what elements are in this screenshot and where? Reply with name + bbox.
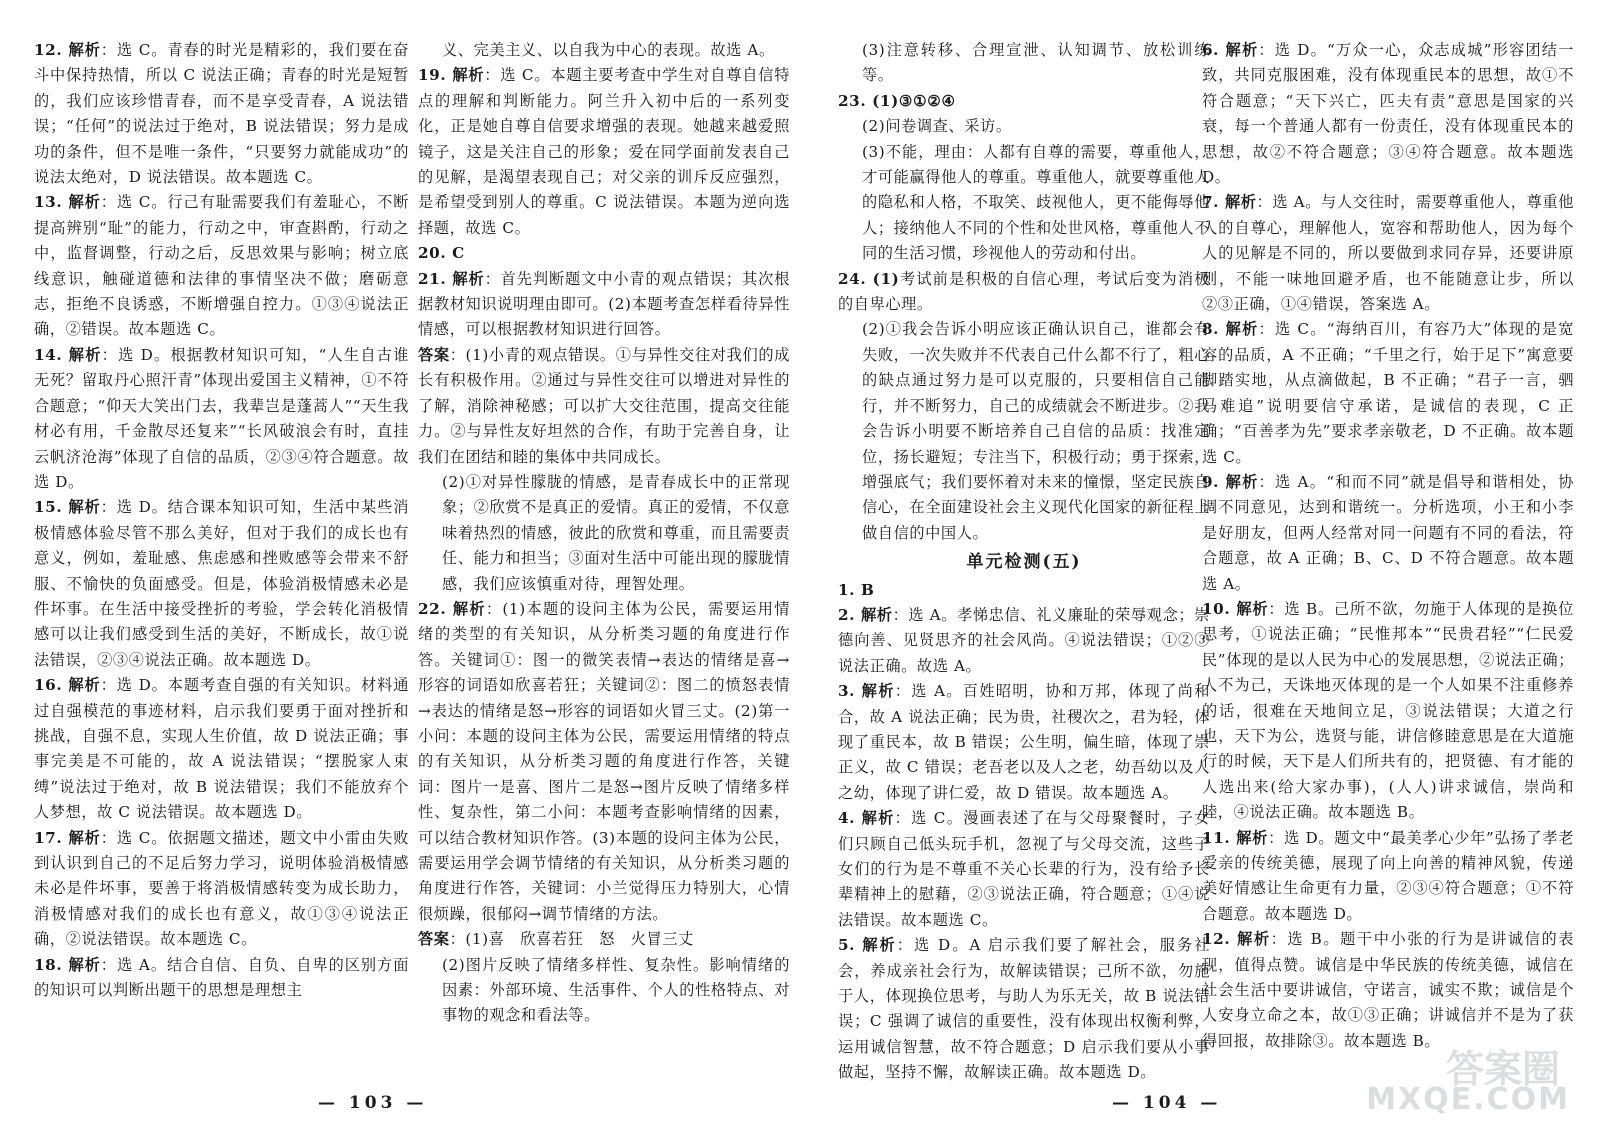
- answer-item: [34, 190, 409, 342]
- answer-item: [418, 953, 790, 1029]
- answer-text: ：选 A。与人交往时，需要尊重他人，尊重他人的自尊心，理解他人，宽容和帮助他人，因为每个人的见解是不同的，所以要做到求同存异，还要讲原则，不能一味地回避矛盾，也不能随意让步，所以②③正确，①④错误，答案选 A。: [1202, 193, 1574, 314]
- answer-text: ：选 C。漫画表述了在与父母聚餐时，子女们只顾自己低头玩手机，忽视了与父母交流，这些子女们的行为是不尊重不关心长辈的行为，没有给予长辈精神上的慰藉，②③说法正确，符合题意；①④说法错误。故本题选 C。: [838, 809, 1210, 929]
- answer-item: [1202, 927, 1574, 1054]
- answer-label: 12. 解析: [1202, 930, 1271, 949]
- answer-text: ：选 C。行己有耻需要我们有羞耻心，不断提高辨别“耻”的能力，行动之中，审查斟酌，行动之中，监督调整，行动之后，反思效果与影响；树立底线意识，触碰道德和法律的事情坚决不做；磨砺意志，拒绝不良诱惑，不断增强自控力。①③④说法正确，②错误。故本题选 C。: [34, 193, 410, 339]
- answer-label: 19. 解析: [418, 66, 485, 85]
- answer-item: [838, 679, 1210, 806]
- answer-item: [1202, 38, 1574, 190]
- answer-label: 答案: [418, 345, 450, 364]
- answer-label: 14. 解析: [34, 345, 102, 364]
- answer-item: [418, 241, 790, 266]
- answer-item: [838, 578, 1210, 603]
- answer-text: 考试前是积极的自信心理，考试后变为消极的自卑心理。: [838, 269, 1210, 314]
- answer-label: 4. 解析: [838, 809, 895, 828]
- answer-text: ：选 A。结合自信、自负、自卑的区别方面的知识可以判断出题干的思想是理想主: [34, 955, 409, 1000]
- answer-label: 15. 解析: [34, 498, 101, 517]
- answer-item: [1202, 190, 1574, 317]
- answer-item: [34, 953, 409, 1004]
- answer-item: [1202, 597, 1574, 826]
- answer-text: ：选 D。A 启示我们要了解社会，服务社会，养成亲社会行为，故解读错误；己所不欲，勿施于人，体现换位思考，与助人为乐无关，故 B 说法错误；C 强调了诚信的重要性，没有体现出权衡利弊，运用诚信智慧，故不符合题意；D 启示我们要从小事做起，坚持不懈，故解读正确。故本题选 D。: [838, 936, 1210, 1082]
- answer-label: 7. 解析: [1202, 193, 1257, 212]
- answer-item: [838, 933, 1210, 1085]
- column-2: [418, 38, 790, 1029]
- answer-text: ：选 D。本题考查自强的有关知识。材料通过自强模范的事迹材料，启示我们要勇于面对挫折和挑战，自强不息，实现人生价值，故 D 说法正确；事事完美是不可能的，故 A 说法错误；“摆脱家人束缚”说法过于绝对，故 B 说法错误；我们不能放弃个人梦想，故 C 说法错误。故本题选 D。: [34, 676, 409, 822]
- column-4: [1202, 38, 1574, 1054]
- answer-item: [418, 267, 790, 343]
- answer-text: ：选 B。己所不欲，勿施于人体现的是换位思考，①说法正确；“民惟邦本”“民贵君轻”“仁民爱民”体现的是以人民为中心的发展思想，②说法正确；人不为己，天诛地灭体现的是一个人如果不注重修养的话，很难在天地间立足，③说法错误；大道之行也，天下为公，选贤与能，讲信修睦意思是在大道施行的时候，天下是人们所共有的，把贤德、有才能的人选出来(给大家办事)，(人人)讲求诚信，崇尚和睦，④说法正确。故本题选 B。: [1202, 599, 1574, 822]
- answer-label: 2. 解析: [838, 605, 893, 624]
- answer-item: [838, 140, 1210, 267]
- answer-text: ：选 C。青春的时光是精彩的，我们要在奋斗中保持热情，所以 C 说法正确；青春的时光是短暂的，我们应该珍惜青春，而不是享受青春，A 说法错误；“任何”的说法过于绝对，B 说法错误；努力是成功的条件，但不是唯一条件，“只要努力就能成功”的说法太绝对，D 说法错误。故本题选 C。: [34, 41, 410, 187]
- answer-text: ：选 D。结合课本知识可知，生活中某些消极情感体验尽管不那么美好，但对于我们的成长也有意义，例如，羞耻感、焦虑感和挫败感等会带来不舒服、不愉快的负面感受。但是，体验消极情感未必是件坏事。在生活中接受挫折的考验，学会转化消极情感可以让我们感受到生活的美好，不断成长，故①说法错误，②③④说法正确。故本题选 D。: [34, 498, 409, 669]
- answer-label: 12. 解析: [34, 41, 101, 59]
- answer-label: 9. 解析: [1202, 472, 1259, 491]
- answer-item: [838, 89, 1210, 114]
- answer-label: 22. 解析: [418, 599, 486, 618]
- answer-label: 21. 解析: [418, 269, 485, 288]
- answer-text: (2)①我会告诉小明应该正确认识自己，谁都会有失败，一次失败并不代表自己什么都不行了，粗心的缺点通过努力是可以克服的，只要相信自己能行，并不断努力，自己的成绩就会不断进步。②我会告诉小明要不断培养自己自信的品质：找准定位，扬长避短；专注当下，积极行动；勇于探索，增强底气；我们要怀着对未来的憧憬，坚定民族自信心，在全面建设社会主义现代化国家的新征程上做自信的中国人。: [862, 320, 1210, 542]
- answer-item: [1202, 317, 1574, 469]
- answer-label: 11. 解析: [1202, 828, 1269, 847]
- watermark-url: MXQE.COM: [1366, 1082, 1570, 1117]
- right-page: [800, 0, 1600, 1136]
- answer-label: 10. 解析: [1202, 599, 1269, 618]
- answer-item: [34, 343, 409, 495]
- answer-text: ：选 D。“万众一心，众志成城”形容团结一致，共同克服困难，没有体现重民本的思想，故①不符合题意；“天下兴亡，匹夫有责”意思是国家的兴衰，每一个普通人都有一份责任，没有体现重民本的思想，故②不符合题意；③④符合题意。故本题选 D。: [1202, 41, 1574, 187]
- answer-item: [34, 495, 409, 673]
- answer-text: ：选 D。根据教材知识可知，“人生自古谁无死？留取丹心照汗青”体现出爱国主义精神，①不符合题意；“仰天大笑出门去，我辈岂是蓬蒿人”“天生我材必有用，千金散尽还复来”“长风破浪会有时，直挂云帆济沧海”体现了自信的品质，②③④符合题意。故选 D。: [34, 345, 410, 491]
- answer-item: [418, 343, 790, 470]
- page-number-103: — 103 —: [318, 1093, 428, 1113]
- answer-text: ：首先判断题文中小青的观点错误；其次根据教材知识说明理由即可。(2)本题考查怎样看待异性情感，可以根据教材知识进行回答。: [418, 269, 790, 339]
- answer-text: (3)不能，理由：人都有自尊的需要，尊重他人，才可能赢得他人的尊重。尊重他人，就要尊重他人的隐私和人格，不取笑、歧视他人，更不能侮辱他人；接纳他人不同的个性和处世风格，尊重他人不同的生活习惯，珍视他人的劳动和付出。: [862, 142, 1210, 263]
- column-1: [34, 38, 409, 1003]
- answer-label: 18. 解析: [34, 955, 101, 974]
- answer-text: ：选 C。“海纳百川，有容乃大”体现的是宽容的品质，A 不正确；“千里之行，始于足下”寓意要脚踏实地，从点滴做起，B 不正确；“君子一言，驷马难追”说明要信守承诺，是诚信的表现，C 正确；“百善孝为先”要求孝亲敬老，D 不正确。故本题选 C。: [1202, 320, 1574, 466]
- answer-text: (2)①对异性朦胧的情感，是青春成长中的正常现象；②欣赏不是真正的爱情。真正的爱情，不仅意味着热烈的情感，彼此的欣赏和尊重，而且需要责任、能力和担当；③面对生活中可能出现的朦胧情感，我们应该慎重对待，理智处理。: [442, 472, 790, 593]
- answer-text: (3)注意转移、合理宣泄、认知调节、放松训练等。: [862, 41, 1210, 85]
- answer-item: [418, 63, 790, 241]
- answer-item: [838, 38, 1210, 89]
- answer-text: ：选 A。“和而不同”就是倡导和谐相处，协调不同意见，达到和谐统一。分析选项，小王和小李是好朋友，但两人经常对同一问题有不同的看法，符合题意，故 A 正确；B、C、D 不符合题意。故本题选 A。: [1202, 472, 1574, 593]
- answer-text: ：选 D。题文中“最美孝心少年”弘扬了孝老爱亲的传统美德，展现了向上向善的精神风貌，传递美好情感让生命更有力量，②③④符合题意；①不符合题意。故本题选 D。: [1202, 828, 1574, 923]
- answer-item: [838, 114, 1210, 139]
- answer-label: 答案: [418, 930, 450, 949]
- answer-text: ：(1)喜 欣喜若狂 怒 火冒三丈: [449, 930, 694, 949]
- answer-text: ：选 C。依据题文描述，题文中小雷由失败到认识到自己的不足后努力学习，说明体验消极情感未必是件坏事，要善于将消极情感转变为成长助力，消极情感对我们的成长也有意义，故①③④说法正确，②说法错误。故本题选 C。: [34, 828, 410, 949]
- answer-item: [838, 603, 1210, 679]
- unit-heading: 单元检测(五): [966, 552, 1082, 573]
- answer-item: [418, 597, 790, 927]
- answer-item: [838, 806, 1210, 933]
- answer-label: 1. B: [838, 580, 875, 599]
- answer-item: [34, 826, 409, 953]
- answer-item: [838, 267, 1210, 318]
- answer-label: 17. 解析: [34, 828, 101, 847]
- answer-text: (2)问卷调查、采访。: [862, 117, 1012, 136]
- answer-text: ：(1)本题的设问主体为公民，需要运用情绪的类型的有关知识，从分析类习题的角度进行作答。关键词①：图一的微笑表情→表达的情绪是喜→形容的词语如欣喜若狂；关键词②：图二的愤怒表情→表达的情绪是怒→形容的词语如火冒三丈。(2)第一小问：本题的设问主体为公民，需要运用情绪的特点的有关知识，从分析类习题的角度进行作答，关键词：图片一是喜、图片二是怒→图片反映了情绪多样性、复杂性，第二小问：本题考查影响情绪的因素，可以结合教材知识作答。(3)本题的设问主体为公民，需要运用学会调节情绪的有关知识，从分析类习题的角度进行作答，关键词：小兰觉得压力特别大，心情很烦躁，很郁闷→调节情绪的方法。: [418, 599, 791, 923]
- answer-item: [1202, 470, 1574, 597]
- answer-label: 24. (1): [838, 269, 900, 288]
- answer-text: 义、完美主义、以自我为中心的表现。故选 A。: [442, 41, 775, 59]
- answer-item: [418, 470, 790, 597]
- answer-label: 20. C: [418, 244, 465, 263]
- answer-item: [838, 317, 1210, 546]
- answer-label: 13. 解析: [34, 193, 101, 212]
- answer-text: ：选 C。本题主要考查中学生对自尊自信特点的理解和判断能力。阿兰升入初中后的一系列变化，正是她自尊自信要求增强的表现。她越来越爱照镜子，这是关注自己的形象；爱在同学面前发表自己的见解，是渴望表现自己；对父亲的训斥反应强烈，是希望受到别人的尊重。C 说法错误。本题为逆向选择题，故选 C。: [418, 66, 790, 237]
- answer-item: [34, 673, 409, 825]
- answer-label: 16. 解析: [34, 676, 101, 695]
- page-number-104: — 104 —: [1112, 1093, 1222, 1113]
- column-3: [838, 38, 1210, 1086]
- watermark-logo: [1320, 1038, 1570, 1118]
- answer-label: 6. 解析: [1202, 41, 1259, 59]
- answer-label: 8. 解析: [1202, 320, 1259, 339]
- answer-label: 23. (1)③①②④: [838, 91, 956, 110]
- answer-text: ：选 A。孝悌忠信、礼义廉耻的荣辱观念；崇德向善、见贤思齐的社会风尚。④说法错误；①②③说法正确。故选 A。: [838, 605, 1210, 675]
- answer-label: 3. 解析: [838, 682, 895, 701]
- answer-item: [34, 38, 409, 190]
- watermark-text: 答案圈: [1445, 1047, 1560, 1091]
- answer-item: [418, 927, 790, 952]
- answer-text: ：(1)小青的观点错误。①与异性交往对我们的成长有积极作用。②通过与异性交往可以增进对异性的了解，消除神秘感；可以扩大交往范围，提高交往能力。②与异性友好坦然的合作，有助于完善自身，让我们在团结和睦的集体中共同成长。: [418, 345, 790, 466]
- answer-text: (2)图片反映了情绪多样性、复杂性。影响情绪的因素：外部环境、生活事件、个人的性格特点、对事物的观念和看法等。: [442, 955, 790, 1025]
- answer-label: 5. 解析: [838, 936, 897, 955]
- answer-item: [418, 38, 790, 63]
- answer-item: [1202, 826, 1574, 928]
- answer-text: ：选 B。题干中小张的行为是讲诚信的表现，值得点赞。诚信是中华民族的传统美德，诚信在社会生活中要讲诚信，守诺言，诚实不欺；诚信是个人安身立命之本，故①③正确；讲诚信并不是为了获得回报，故排除③。故本题选 B。: [1202, 930, 1575, 1050]
- answer-text: ：选 A。百姓昭明，协和万邦，体现了尚和合，故 A 说法正确；民为贵，社稷次之，君为轻，体现了重民本，故 B 错误；公生明，偏生暗，体现了崇正义，故 C 错误；老吾老以及人之老，幼吾幼以及人之幼，体现了讲仁爱，故 D 错误。故本题选 A。: [838, 682, 1210, 802]
